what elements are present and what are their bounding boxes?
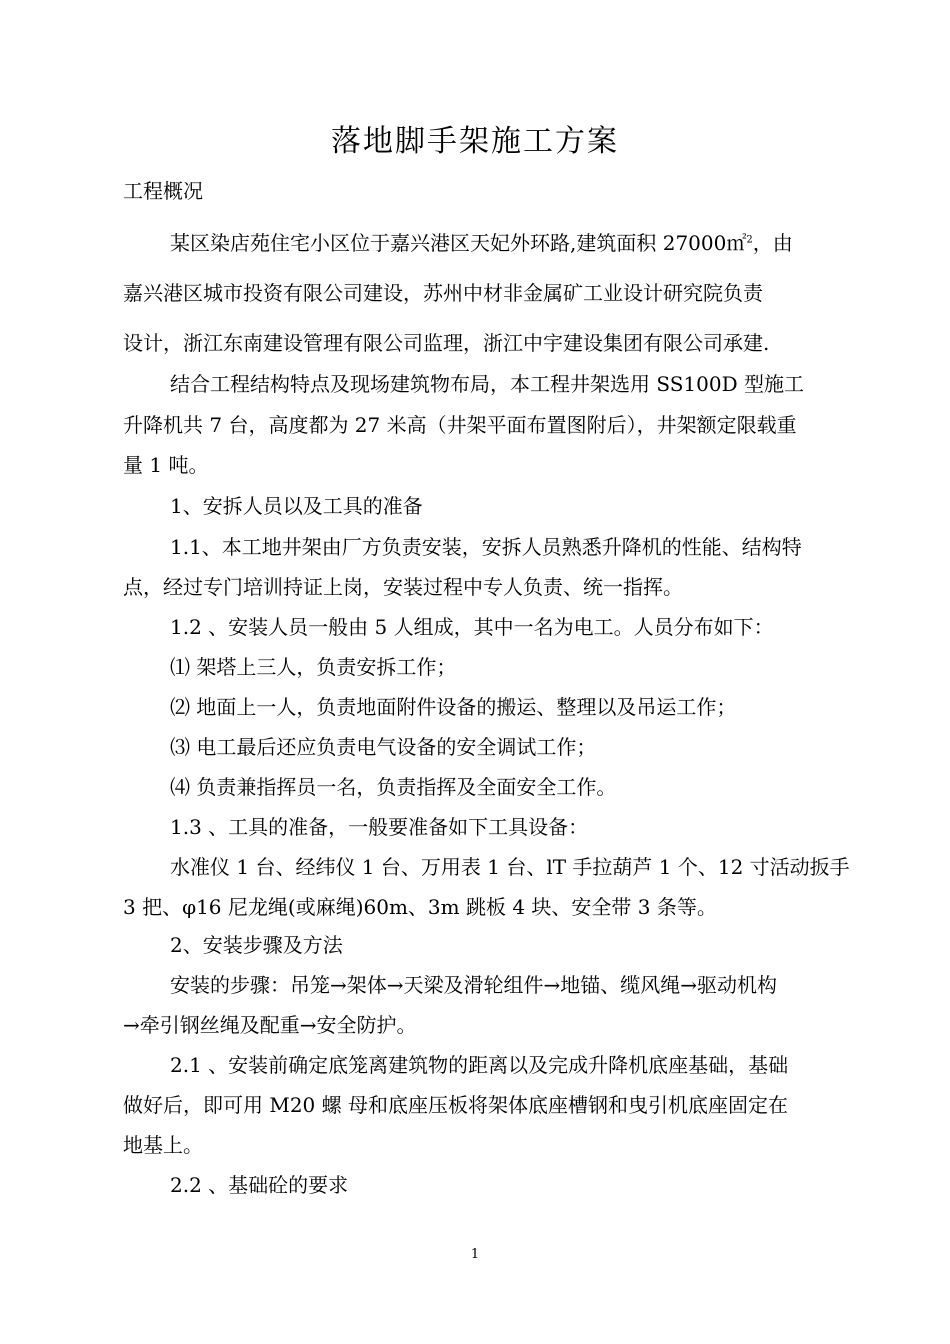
tools-line-2: 3 把、φ16 尼龙绳(或麻绳)60m、3m 跳板 4 块、安全带 3 条等。: [123, 895, 717, 919]
overview-line-3: 设计，浙江东南建设管理有限公司监理，浙江中宇建设集团有限公司承建.: [123, 331, 770, 355]
overview-line-2: 嘉兴港区城市投资有限公司建设，苏州中材非金属矿工业设计研究院负责: [123, 281, 763, 305]
tools-line-1: 水准仪 1 台、经纬仪 1 台、万用表 1 台、lT 手拉葫芦 1 个、12 寸活动扳手: [170, 855, 850, 879]
section-heading: 工程概况: [123, 179, 203, 203]
overview-line-1-tail: ，由: [752, 231, 793, 255]
section-1-heading: 1、安拆人员以及工具的准备: [170, 494, 423, 518]
para-1-1-line-1: 1.1、本工地井架由厂方负责安装，安拆人员熟悉升降机的性能、结构特: [170, 535, 802, 559]
list-item: ⑴ 架塔上三人，负责安拆工作；: [170, 655, 457, 679]
document-title: 落地脚手架施工方案: [331, 124, 619, 159]
hoist-line-3: 量 1 吨。: [123, 453, 209, 477]
para-1-3: 1.3 、工具的准备，一般要准备如下工具设备：: [170, 815, 589, 839]
list-item: ⑷ 负责兼指挥员一名，负责指挥及全面安全工作。: [170, 775, 617, 799]
para-2-1-line-3: 地基上。: [123, 1133, 203, 1157]
page-number: 1: [470, 1247, 480, 1262]
overview-line-1-text: 某区染店苑住宅小区位于嘉兴港区天妃外环路,建筑面积 27000㎡: [170, 231, 747, 255]
para-2-1-line-1: 2.1 、安装前确定底笼离建筑物的距离以及完成升降机底座基础，基础: [170, 1053, 789, 1077]
para-1-2: 1.2 、安装人员一般由 5 人组成，其中一名为电工。人员分布如下：: [170, 615, 774, 639]
steps-line-1: 安装的步骤：吊笼→架体→天梁及滑轮组件→地锚、缆风绳→驱动机构: [170, 973, 778, 997]
hoist-line-1: 结合工程结构特点及现场建筑物布局，本工程井架选用 SS100D 型施工: [170, 372, 804, 396]
overview-line-1: [170, 228, 793, 258]
list-item: ⑶ 电工最后还应负责电气设备的安全调试工作；: [170, 735, 597, 759]
list-item: ⑵ 地面上一人，负责地面附件设备的搬运、整理以及吊运工作；: [170, 695, 737, 719]
superscript: 2: [746, 234, 753, 246]
hoist-line-2: 升降机共 7 台，高度都为 27 米高（井架平面布置图附后），井架额定限载重: [123, 413, 797, 437]
para-1-1-line-2: 点，经过专门培训持证上岗，安装过程中专人负责、统一指挥。: [123, 575, 683, 599]
section-2-heading: 2、安装步骤及方法: [170, 933, 343, 957]
para-2-1-line-2: 做好后，即可用 M20 螺 母和底座压板将架体底座槽钢和曳引机底座固定在: [123, 1093, 788, 1117]
para-2-2: 2.2 、基础砼的要求: [170, 1173, 349, 1197]
steps-line-2: →牵引钢丝绳及配重→安全防护。: [123, 1013, 417, 1037]
